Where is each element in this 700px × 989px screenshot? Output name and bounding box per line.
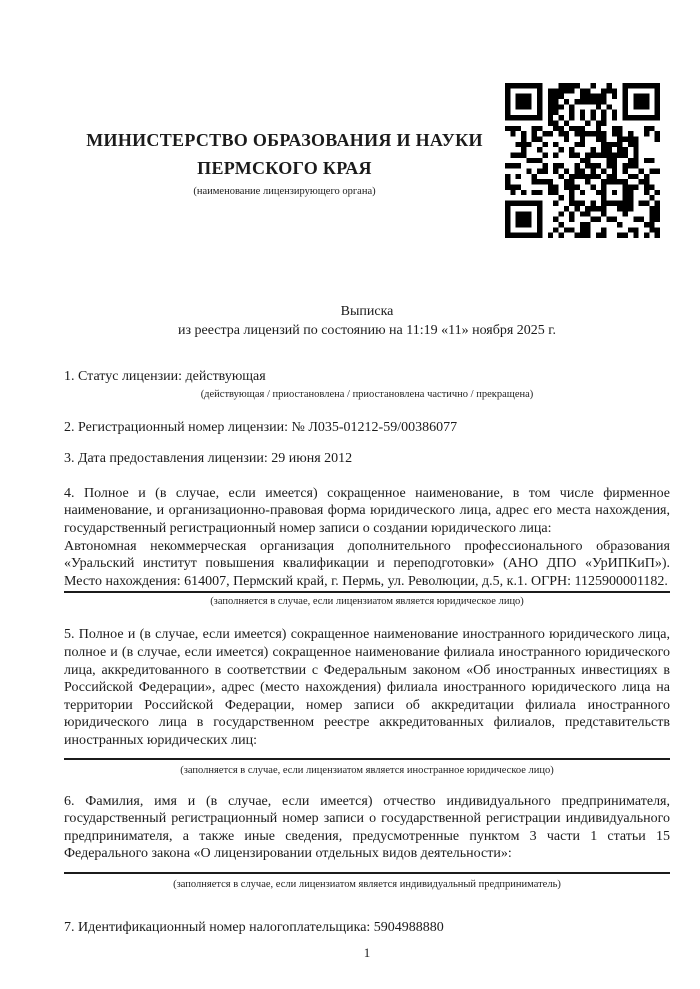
licensing-authority-caption: (наименование лицензирующего органа) (193, 186, 376, 197)
legal-entity-answer: Автономная некоммерческая организация дополнительного профессионального образования «Уральский институт повышения квалификации и переподготовки» (АНО ДПО «УрИПКиП»). Место нахождения: 614007, Пермский край, г. Пермь, ул. Революции, д.5, к.1. ОГРН: 1125900001182. (64, 538, 670, 589)
status-options-hint: (действующая / приостановлена / приостановлена частично / прекращена) (200, 388, 534, 400)
extract-date-line: из реестра лицензий по состоянию на 11:19 «11» ноября 2025 г. (178, 323, 556, 338)
ministry-name-line1: МИНИСТЕРСТВО ОБРАЗОВАНИЯ И НАУКИ (86, 130, 483, 150)
entrepreneur-item: 6. Фамилия, имя и (в случае, если имеется) отчество индивидуального предпринимателя, государственный регистрационный номер записи о государственной регистрации индивидуального предпринимателя, а также иные сведения, предусмотренные пунктом 3 части 1 статьи 15 Федерального закона «О лицензировании отдельных видов деятельности»: (64, 793, 670, 862)
ministry-header (64, 126, 505, 198)
qr-code-image (505, 83, 660, 238)
foreign-entity-item: 5. Полное и (в случае, если имеется) сокращенное наименование иностранного юридического лица, полное и (в случае, если имеется) сокращенное наименование филиала иностранного юридического лица, аккредитованного в соответствии с Федеральным законом «Об иностранных инвестициях в Российской Федерации», адрес (место нахождения) филиала иностранного юридического лица на территории Российской Федерации, номер записи об аккредитации филиала иностранного юридического лица в государственном реестре аккредитованных филиалов, представительств иностранных юридических лиц: (64, 627, 670, 748)
inn-item: 7. Идентификационный номер налогоплательщика: 5904988880 (64, 919, 444, 935)
grant-date-item: 3. Дата предоставления лицензии: 29 июня 2012 (64, 451, 353, 467)
entrepreneur-hint: (заполняется в случае, если лицензиатом является индивидуальный предприниматель) (173, 878, 561, 890)
legal-entity-block (64, 485, 670, 594)
legal-entity-question: 4. Полное и (в случае, если имеется) сокращенное наименование, в том числе фирменное наименование, и организационно-правовая форма юридического лица, адрес его места нахождения, государственный регистрационный номер записи о создании юридического лица: (64, 485, 670, 536)
qr-code (505, 83, 660, 238)
license-status-item: 1. Статус лицензии: действующая (64, 369, 266, 384)
page-number: 1 (363, 945, 371, 961)
extract-title-block (64, 302, 670, 340)
document-body (64, 302, 670, 961)
entrepreneur-field-line (64, 872, 670, 874)
foreign-entity-field-line (64, 758, 670, 760)
foreign-entity-hint: (заполняется в случае, если лицензиатом является иностранное юридическое лицо) (180, 764, 554, 776)
ministry-name-line2: ПЕРМСКОГО КРАЯ (197, 158, 372, 178)
registration-number-item: 2. Регистрационный номер лицензии: № Л035-01212-59/00386077 (64, 419, 458, 435)
legal-entity-hint: (заполняется в случае, если лицензиатом является юридическое лицо) (210, 596, 524, 608)
extract-title: Выписка (340, 304, 394, 319)
